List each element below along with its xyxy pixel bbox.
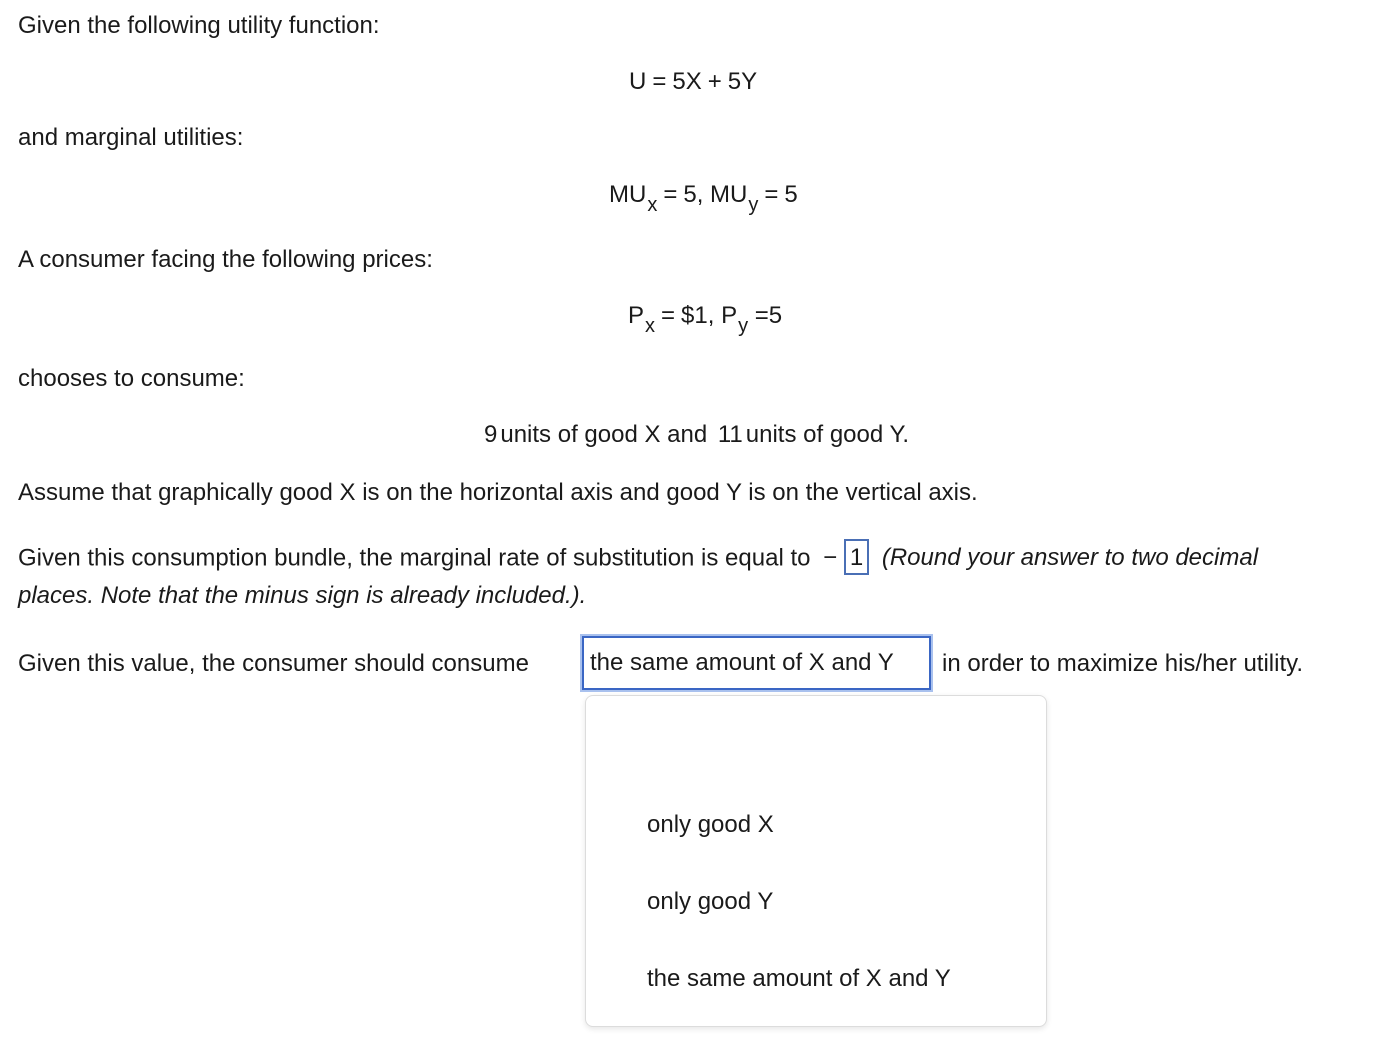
utility-equals: =: [652, 68, 667, 95]
utility-function-label: Given the following utility function:: [18, 12, 380, 39]
prices-equation: [628, 302, 783, 337]
dropdown-option-only-y[interactable]: only good Y: [647, 888, 774, 915]
bundle-y-units: 11: [717, 421, 743, 448]
utility-plus: +: [707, 68, 722, 95]
price-y-subscript: y: [738, 315, 749, 337]
mu-x-label: MU: [609, 181, 647, 208]
price-y-value: =5: [754, 302, 783, 329]
price-x-label: P: [628, 302, 645, 329]
bundle-statement: [484, 421, 909, 449]
price-y-label: P: [721, 302, 738, 329]
minus-sign: −: [823, 544, 838, 572]
consume-question-suffix: in order to maximize his/her utility.: [942, 650, 1304, 677]
mrs-hint-line2: places. Note that the minus sign is already included.).: [18, 582, 587, 609]
consume-label: chooses to consume:: [18, 365, 245, 392]
bundle-x-units: 9: [484, 421, 498, 448]
price-x-value: $1,: [681, 302, 715, 329]
mu-x-equals: =: [663, 181, 678, 208]
dropdown-option-same-amount[interactable]: the same amount of X and Y: [647, 965, 951, 992]
marginal-utilities-label: and marginal utilities:: [18, 124, 244, 151]
utility-lhs: U: [629, 68, 647, 95]
assumption-text: Assume that graphically good X is on the horizontal axis and good Y is on the vertical axis.: [18, 479, 978, 506]
mrs-question-line1: [18, 541, 1258, 577]
consume-choice-dropdown: [585, 695, 1047, 1027]
prices-label: A consumer facing the following prices:: [18, 246, 433, 273]
consume-question-prefix: Given this value, the consumer should consume: [18, 650, 529, 677]
utility-equation: [629, 68, 757, 96]
consume-choice-selected: the same amount of X and Y: [590, 649, 894, 676]
mrs-question-prefix: Given this consumption bundle, the marginal rate of substitution is equal to: [18, 544, 811, 572]
price-x-subscript: x: [645, 315, 656, 337]
mrs-hint-line1: (Round your answer to two decimal: [881, 544, 1259, 572]
mu-x-subscript: x: [647, 194, 658, 216]
marginal-utility-equation: [609, 181, 798, 216]
utility-term-x: 5X: [672, 68, 702, 95]
mu-y-equals: =: [764, 181, 779, 208]
mu-y-label: MU: [710, 181, 748, 208]
dropdown-option-only-x[interactable]: only good X: [647, 811, 774, 838]
consume-choice-select[interactable]: [582, 636, 931, 690]
mu-x-value: 5,: [683, 181, 704, 208]
bundle-y-text: units of good Y.: [745, 421, 910, 448]
utility-term-y: 5Y: [727, 68, 758, 95]
mrs-answer-input[interactable]: 1: [844, 539, 869, 575]
bundle-x-text: units of good X and: [500, 421, 708, 448]
price-x-equals: =: [661, 302, 676, 329]
mu-y-value: 5: [784, 181, 798, 208]
mu-y-subscript: y: [748, 194, 759, 216]
dropdown-option-blank[interactable]: [647, 736, 987, 766]
